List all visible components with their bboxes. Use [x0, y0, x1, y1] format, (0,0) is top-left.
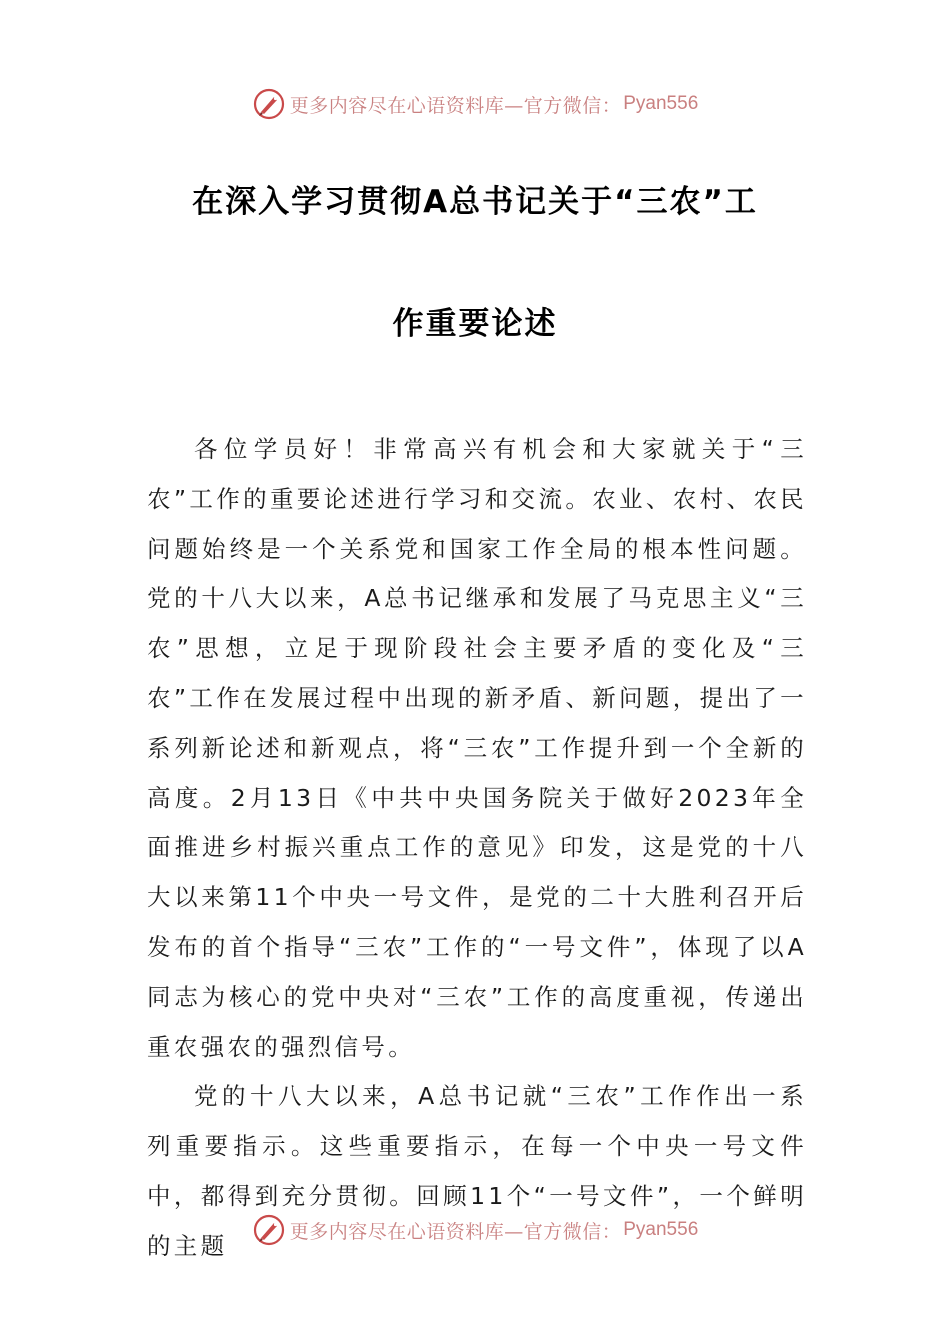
watermark-wechat-id: Pyan556	[623, 1219, 699, 1240]
document-body	[147, 425, 807, 1272]
pen-nib-logo-icon	[252, 1213, 286, 1247]
watermark-wechat-id: Pyan556	[623, 93, 699, 114]
header-watermark	[0, 84, 950, 124]
watermark-text: 更多内容尽在心语资料库—官方微信：	[289, 1220, 622, 1243]
document-title-line-1: 在深入学习贯彻A总书记关于“三农”工	[192, 184, 758, 220]
watermark-text: 更多内容尽在心语资料库—官方微信：	[289, 94, 622, 117]
pen-nib-logo-icon	[252, 87, 286, 121]
body-paragraph-1: 各位学员好！非常高兴有机会和大家就关于“三农”工作的重要论述进行学习和交流。农业、农村、农民问题始终是一个关系党和国家工作全局的根本性问题。党的十八大以来，A总书记继承和发展了马克思主义“三农”思想，立足于现阶段社会主要矛盾的变化及“三农”工作在发展过程中出现的新矛盾、新问题，提出了一系列新论述和新观点，将“三农”工作提升到一个全新的高度。2月13日《中共中央国务院关于做好2023年全面推进乡村振兴重点工作的意见》印发，这是党的十八大以来第11个中央一号文件，是党的二十大胜利召开后发布的首个指导“三农”工作的“一号文件”，体现了以A同志为核心的党中央对“三农”工作的高度重视，传递出重农强农的强烈信号。	[147, 435, 807, 1061]
footer-watermark	[0, 1210, 950, 1250]
document-title-line-2: 作重要论述	[392, 306, 558, 342]
body-paragraph-2: 党的十八大以来，A总书记就“三农”工作作出一系列重要指示。这些重要指示，在每一个中央一号文件中，都得到充分贯彻。回顾11个“一号文件”，一个鲜明的主题	[147, 1082, 807, 1260]
